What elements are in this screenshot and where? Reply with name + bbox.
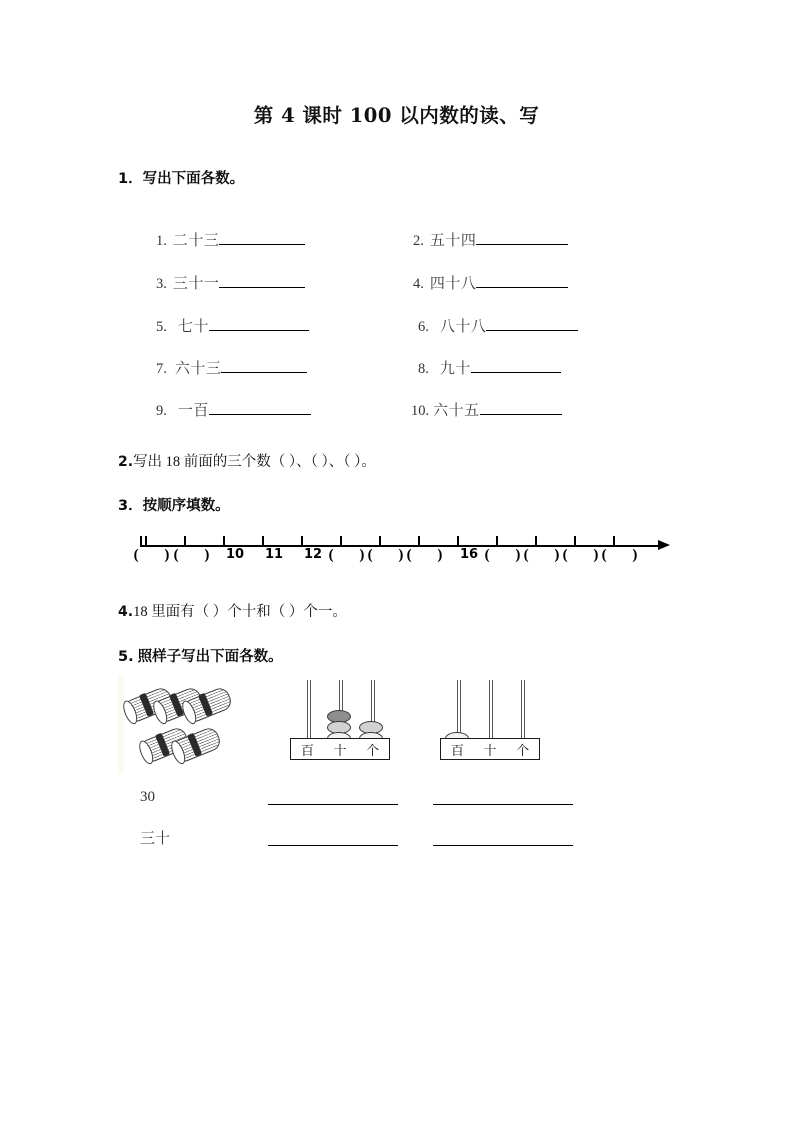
- abacus-base-frame: [290, 738, 390, 760]
- number-line-tick: [340, 536, 342, 546]
- exercise-3-number: 3．: [118, 498, 143, 514]
- exercise-1-item-10: [411, 399, 562, 420]
- abacus-rod-ones: [521, 680, 525, 740]
- abacus-label-ones: 个: [516, 743, 530, 759]
- exercise-2-number: 2.: [118, 454, 134, 470]
- abacus-label-tens: 十: [333, 743, 347, 759]
- exercise-3-heading: [118, 494, 230, 515]
- abacus-label-ones: 个: [366, 743, 380, 759]
- exercise-5-figures: [0, 672, 793, 777]
- answer-blank[interactable]: [209, 401, 311, 415]
- exercise-2-text: 写出 18 前面的三个数（ ）、（ ）、（ ）。: [133, 454, 376, 470]
- abacus-label-hundreds: 百: [300, 743, 314, 759]
- number-line-tick: [535, 536, 537, 546]
- abacus-rod-hundreds: [457, 680, 461, 740]
- exercise-5-heading: [118, 645, 283, 666]
- exercise-4-text: 18 里面有（ ）个十和（ ）个一。: [133, 604, 347, 620]
- abacus-rod-hundreds: [307, 680, 311, 740]
- item-word: 二十三: [172, 233, 220, 249]
- item-index: 6.: [418, 319, 429, 335]
- exercise-1-item-8: [418, 357, 561, 378]
- exercise-1-item-4: [413, 272, 568, 293]
- abacus-base-frame: [440, 738, 540, 760]
- exercise-5-heading-text: 照样子写出下面各数。: [137, 649, 283, 665]
- exercise-1-item-3: [156, 272, 305, 293]
- item-word: 四十八: [429, 276, 477, 292]
- item-index: 4.: [413, 276, 424, 292]
- item-index: 8.: [418, 361, 429, 377]
- number-line-label-blank[interactable]: ( ): [601, 547, 649, 563]
- answer-blank[interactable]: [480, 401, 562, 415]
- exercise-2: [118, 450, 376, 471]
- abacus-label-tens: 十: [483, 743, 497, 759]
- number-line-label-blank[interactable]: ( ): [523, 547, 571, 563]
- number-line-tick: [140, 536, 142, 546]
- answer-blank[interactable]: [221, 359, 307, 373]
- number-line-label-blank[interactable]: ( ): [562, 547, 610, 563]
- item-word: 八十八: [439, 319, 487, 335]
- item-index: 2.: [413, 233, 424, 249]
- item-word: 六十三: [174, 361, 222, 377]
- exercise-5-answer-blank[interactable]: [268, 845, 398, 846]
- abacus-label-hundreds: 百: [450, 743, 464, 759]
- exercise-1-item-9: [156, 399, 311, 420]
- answer-blank[interactable]: [209, 317, 309, 331]
- item-index: 10.: [411, 403, 430, 419]
- number-line-tick: [262, 536, 264, 546]
- number-line-label-11: 11: [264, 547, 284, 562]
- number-line-arrow-icon: [658, 540, 670, 550]
- number-line-label-blank[interactable]: ( ): [406, 547, 454, 563]
- abacus-figure-2: [432, 672, 550, 772]
- item-index: 1.: [156, 233, 167, 249]
- exercise-5-answer-blank[interactable]: [268, 804, 398, 805]
- exercise-1-item-6: [418, 315, 578, 336]
- item-index: 9.: [156, 403, 167, 419]
- exercise-5-answer-blank[interactable]: [433, 804, 573, 805]
- number-line-tick: [379, 536, 381, 546]
- abacus-figure-1: [282, 672, 400, 772]
- number-line-tick: [418, 536, 420, 546]
- number-line-tick: [496, 536, 498, 546]
- answer-blank[interactable]: [486, 317, 578, 331]
- sticks-bundles-figure: [118, 676, 230, 774]
- number-line-label-blank[interactable]: ( ): [133, 547, 181, 563]
- number-line-label-blank[interactable]: ( ): [173, 547, 221, 563]
- item-word: 六十五: [433, 403, 480, 419]
- number-line-tick: [613, 536, 615, 546]
- item-word: 五十四: [429, 233, 477, 249]
- number-line-label-blank[interactable]: ( ): [367, 547, 415, 563]
- answer-blank[interactable]: [476, 274, 568, 288]
- number-line: [133, 533, 670, 573]
- item-word: 三十一: [172, 276, 220, 292]
- answer-blank[interactable]: [476, 231, 568, 245]
- answer-blank[interactable]: [219, 231, 305, 245]
- number-line-tick: [145, 536, 147, 546]
- number-line-tick: [301, 536, 303, 546]
- exercise-4-number: 4.: [118, 604, 134, 620]
- number-line-label-12: 12: [303, 547, 323, 562]
- exercise-1-item-2: [413, 229, 568, 250]
- number-line-tick: [184, 536, 186, 546]
- number-line-label-10: 10: [225, 547, 245, 562]
- abacus-rod-tens: [489, 680, 493, 740]
- item-index: 5.: [156, 319, 167, 335]
- number-line-label-blank[interactable]: ( ): [484, 547, 532, 563]
- exercise-5-answer-blank[interactable]: [433, 845, 573, 846]
- answer-blank[interactable]: [471, 359, 561, 373]
- answer-blank[interactable]: [219, 274, 305, 288]
- item-index: 3.: [156, 276, 167, 292]
- number-line-label-blank[interactable]: ( ): [328, 547, 376, 563]
- exercise-1-item-1: [156, 229, 305, 250]
- item-word: 九十: [439, 361, 471, 377]
- exercise-3-heading-text: 按顺序填数。: [142, 498, 230, 514]
- exercise-1-item-5: [156, 315, 309, 336]
- item-word: 一百: [177, 403, 209, 419]
- number-line-tick: [223, 536, 225, 546]
- item-word: 七十: [177, 319, 209, 335]
- number-line-label-16: 16: [459, 547, 479, 562]
- page-title: 第 4 课时 100 以内数的读、写: [253, 104, 540, 127]
- exercise-5-example-word: 三十: [140, 831, 171, 847]
- item-index: 7.: [156, 361, 167, 377]
- exercise-5-number: 5.: [118, 649, 134, 665]
- number-line-tick: [457, 536, 459, 546]
- exercise-1-item-7: [156, 357, 307, 378]
- exercise-5-example-digit: 30: [140, 789, 155, 805]
- exercise-1-heading: 1．写出下面各数。: [118, 171, 245, 187]
- exercise-4: [118, 600, 347, 621]
- number-line-tick: [574, 536, 576, 546]
